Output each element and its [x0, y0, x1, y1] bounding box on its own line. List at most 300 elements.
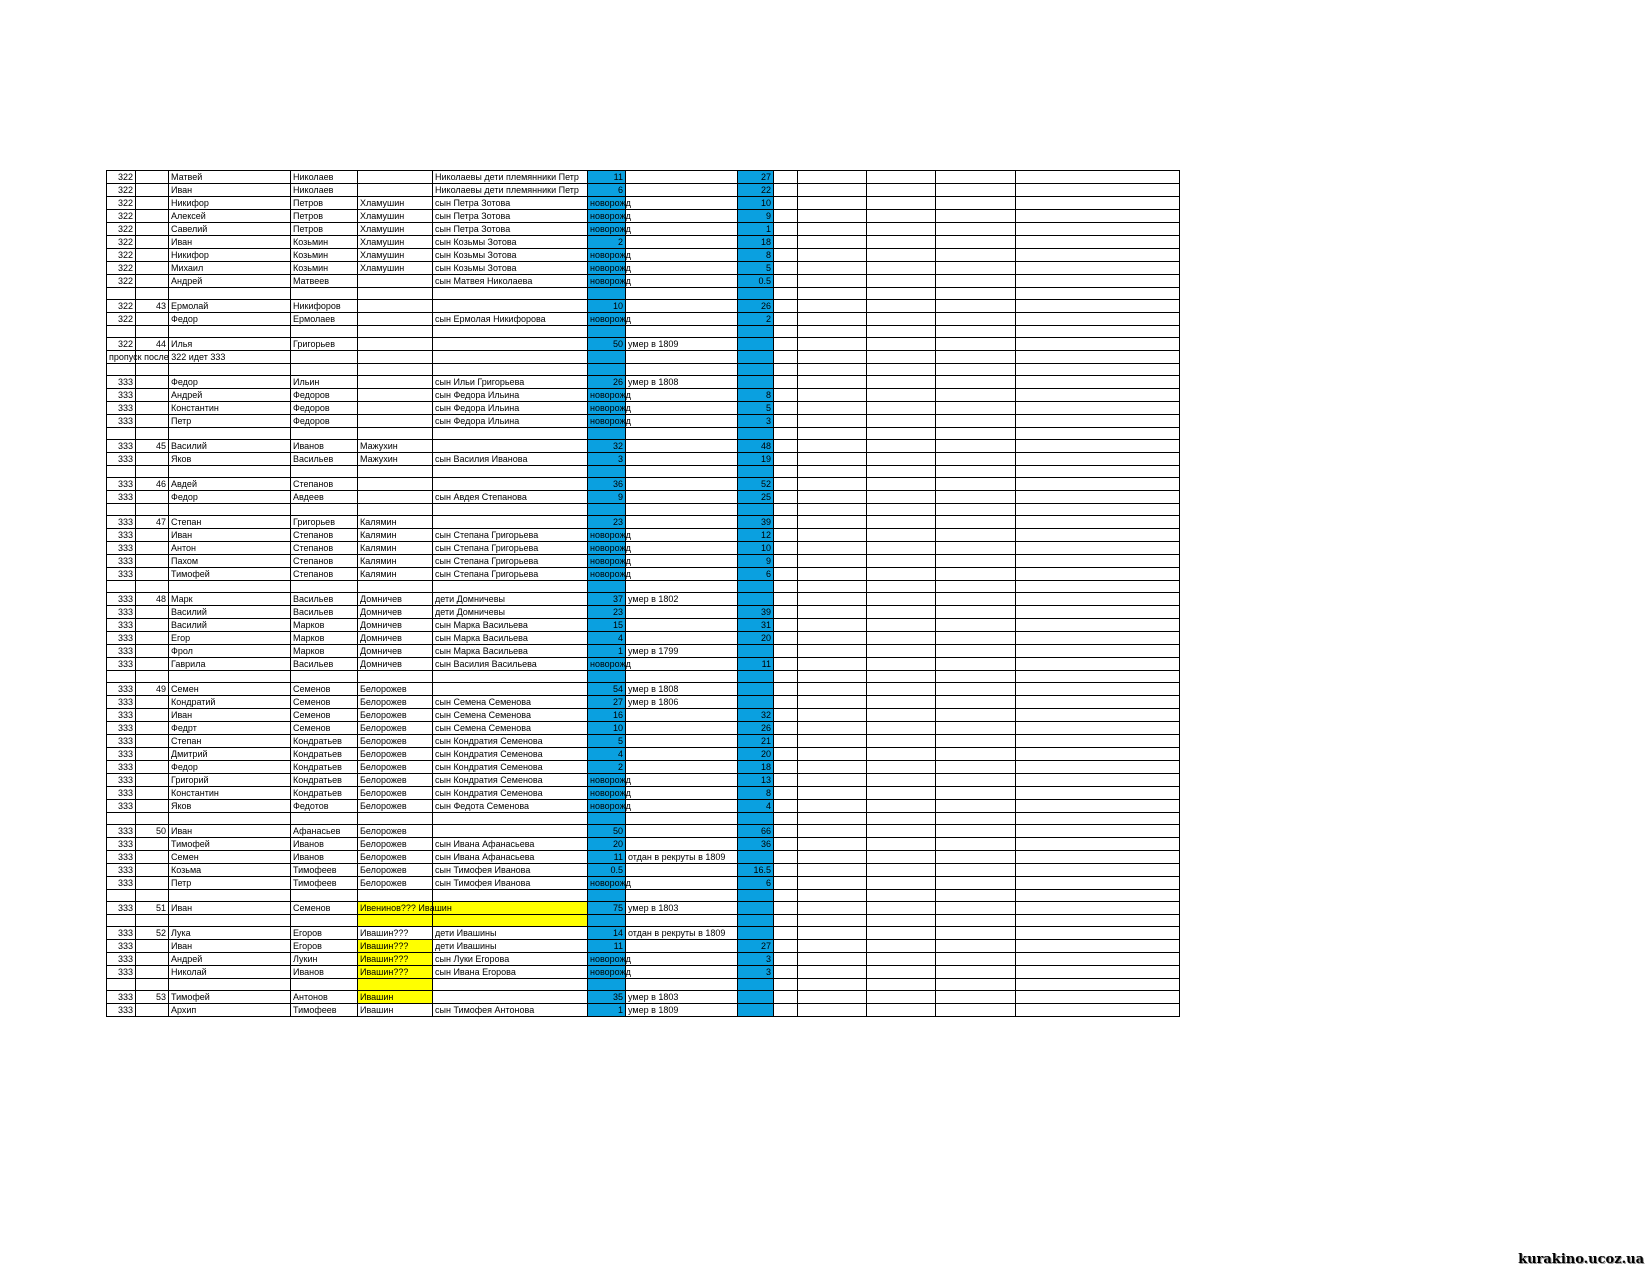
- cell-household-number: [136, 516, 169, 529]
- cell-age-1811: [738, 927, 774, 940]
- cell-text: Федоров: [293, 403, 330, 413]
- cell-patronymic: [291, 542, 358, 555]
- cell-age-1811: [738, 288, 774, 300]
- cell-relation: [433, 696, 588, 709]
- cell-text: Белорожев: [360, 684, 407, 694]
- cell-text: 5: [617, 736, 623, 746]
- cell-text: 47: [155, 517, 166, 527]
- cell-extra-d: [936, 940, 1016, 953]
- cell-text: 26: [760, 301, 771, 311]
- table-row: [107, 851, 1180, 864]
- cell-first-name: [169, 313, 291, 326]
- cell-extra-a: [774, 415, 798, 428]
- cell-note: [626, 236, 738, 249]
- cell-patronymic: [291, 171, 358, 184]
- cell-first-name: [169, 171, 291, 184]
- cell-extra-b: [798, 491, 867, 504]
- table-row: [107, 606, 1180, 619]
- cell-extra-e: [1016, 991, 1180, 1004]
- cell-first-name: [169, 619, 291, 632]
- cell-text: Егоров: [293, 928, 322, 938]
- cell-age-1795: [588, 529, 631, 542]
- cell-text: новорожд: [590, 543, 631, 553]
- cell-text: новорожд: [590, 224, 631, 234]
- cell-relation: [433, 249, 588, 262]
- cell-first-name: [169, 555, 291, 568]
- cell-extra-e: [1016, 774, 1180, 787]
- cell-extra-e: [1016, 606, 1180, 619]
- cell-patronymic: [291, 902, 358, 915]
- cell-extra-d: [936, 568, 1016, 581]
- cell-first-name: [169, 632, 291, 645]
- cell-text: 333: [117, 620, 133, 630]
- cell-text: Петров: [293, 224, 324, 234]
- cell-text: новорожд: [590, 263, 631, 273]
- cell-age-1811: [738, 236, 774, 249]
- cell-patronymic: [291, 671, 358, 683]
- cell-text: 4: [617, 633, 623, 643]
- cell-text: Иванов: [293, 967, 324, 977]
- cell-page-number: [107, 877, 136, 890]
- cell-extra-a: [774, 915, 798, 927]
- cell-page-number: [107, 415, 136, 428]
- cell-text: Василий: [171, 441, 207, 451]
- cell-text: 46: [155, 479, 166, 489]
- cell-household-number: [136, 376, 169, 389]
- cell-relation: [433, 351, 588, 364]
- table-row: [107, 593, 1180, 606]
- cell-extra-c: [867, 991, 936, 1004]
- cell-extra-e: [1016, 529, 1180, 542]
- cell-note: [626, 825, 738, 838]
- table-row: [107, 927, 1180, 940]
- cell-text: 333: [117, 788, 133, 798]
- cell-surname: [358, 902, 452, 915]
- cell-extra-d: [936, 351, 1016, 364]
- cell-extra-b: [798, 800, 867, 813]
- table-row: [107, 864, 1180, 877]
- cell-extra-b: [798, 709, 867, 722]
- cell-note: [626, 529, 738, 542]
- cell-extra-b: [798, 902, 867, 915]
- cell-text: 333: [117, 697, 133, 707]
- cell-patronymic: [291, 262, 358, 275]
- table-row: [107, 326, 1180, 338]
- cell-note: [626, 813, 738, 825]
- cell-patronymic: [291, 696, 358, 709]
- cell-text: новорожд: [590, 416, 631, 426]
- cell-first-name: [169, 825, 291, 838]
- cell-text: Григорьев: [293, 339, 335, 349]
- cell-extra-d: [936, 338, 1016, 351]
- cell-extra-c: [867, 288, 936, 300]
- cell-extra-b: [798, 940, 867, 953]
- cell-patronymic: [291, 722, 358, 735]
- cell-extra-d: [936, 864, 1016, 877]
- cell-first-name: [169, 722, 291, 735]
- cell-text: 27: [760, 941, 771, 951]
- cell-text: 19: [760, 454, 771, 464]
- cell-text: 18: [760, 237, 771, 247]
- cell-first-name: [169, 275, 291, 288]
- cell-text: Ермолай: [171, 301, 209, 311]
- cell-extra-e: [1016, 581, 1180, 593]
- cell-text: Иванов: [293, 441, 324, 451]
- cell-age-1811: [738, 851, 774, 864]
- cell-age-1795: [588, 223, 631, 236]
- cell-page-number: [107, 210, 136, 223]
- cell-age-1811: [738, 364, 774, 376]
- cell-text: сын Федора Ильина: [435, 403, 520, 413]
- table-row: [107, 902, 1180, 915]
- cell-extra-b: [798, 478, 867, 491]
- cell-surname: [358, 735, 433, 748]
- table-row: [107, 761, 1180, 774]
- cell-extra-c: [867, 953, 936, 966]
- cell-age-1811: [738, 748, 774, 761]
- cell-age-1811: [738, 491, 774, 504]
- cell-relation: [433, 428, 588, 440]
- cell-text: Алексей: [171, 211, 206, 221]
- cell-age-1795: [588, 619, 626, 632]
- cell-extra-a: [774, 223, 798, 236]
- cell-surname: [358, 376, 433, 389]
- cell-text: сын Кондратия Семенова: [435, 736, 543, 746]
- cell-text: 16: [612, 710, 623, 720]
- cell-extra-a: [774, 262, 798, 275]
- cell-extra-a: [774, 326, 798, 338]
- cell-age-1795: [588, 236, 626, 249]
- cell-household-number: [136, 991, 169, 1004]
- cell-extra-a: [774, 838, 798, 851]
- cell-text: Козьмин: [293, 237, 329, 247]
- cell-text: 26: [760, 723, 771, 733]
- cell-age-1795: [588, 184, 626, 197]
- cell-text: Иван: [171, 826, 193, 836]
- cell-household-number: [136, 683, 169, 696]
- cell-extra-d: [936, 927, 1016, 940]
- cell-first-name: [169, 364, 291, 376]
- cell-extra-c: [867, 787, 936, 800]
- cell-relation: [433, 748, 588, 761]
- cell-page-number: [107, 991, 136, 1004]
- cell-page-number: [107, 915, 136, 927]
- cell-text: 48: [155, 594, 166, 604]
- cell-text: 3: [765, 416, 771, 426]
- cell-text: Хламушин: [360, 211, 405, 221]
- cell-text: 333: [117, 826, 133, 836]
- cell-extra-d: [936, 902, 1016, 915]
- cell-text: 22: [760, 185, 771, 195]
- cell-household-number: [136, 696, 169, 709]
- cell-extra-e: [1016, 184, 1180, 197]
- cell-text: 3: [765, 967, 771, 977]
- table-row: [107, 453, 1180, 466]
- cell-note: [626, 787, 738, 800]
- cell-text: Иван: [171, 710, 193, 720]
- cell-extra-e: [1016, 800, 1180, 813]
- cell-text: 322: [117, 314, 133, 324]
- cell-text: 333: [117, 403, 133, 413]
- cell-surname: [358, 1004, 433, 1017]
- cell-household-number: [136, 671, 169, 683]
- cell-text: 333: [117, 1005, 133, 1015]
- cell-extra-b: [798, 671, 867, 683]
- cell-patronymic: [291, 529, 358, 542]
- cell-extra-a: [774, 364, 798, 376]
- cell-age-1795: [588, 696, 626, 709]
- cell-patronymic: [291, 275, 358, 288]
- cell-text: 333: [117, 594, 133, 604]
- cell-extra-d: [936, 761, 1016, 774]
- cell-note: [626, 632, 738, 645]
- cell-text: Дмитрий: [171, 749, 208, 759]
- cell-first-name: [169, 236, 291, 249]
- cell-surname: [358, 415, 433, 428]
- cell-age-1795: [588, 877, 631, 890]
- cell-relation: [433, 774, 588, 787]
- cell-text: Архип: [171, 1005, 197, 1015]
- cell-household-number: [136, 864, 169, 877]
- cell-patronymic: [291, 915, 358, 927]
- cell-text: 20: [760, 633, 771, 643]
- cell-text: 12: [760, 530, 771, 540]
- table-row: [107, 275, 1180, 288]
- cell-age-1795: [588, 953, 631, 966]
- cell-first-name: [169, 197, 291, 210]
- cell-text: Тимофей: [171, 839, 210, 849]
- cell-age-1811: [738, 838, 774, 851]
- cell-text: Домничев: [360, 594, 402, 604]
- cell-extra-d: [936, 440, 1016, 453]
- cell-age-1795: [588, 658, 631, 671]
- cell-extra-b: [798, 606, 867, 619]
- cell-text: Калямин: [360, 530, 397, 540]
- cell-extra-a: [774, 787, 798, 800]
- cell-extra-b: [798, 593, 867, 606]
- cell-extra-e: [1016, 262, 1180, 275]
- cell-extra-b: [798, 813, 867, 825]
- cell-note: [626, 683, 738, 696]
- cell-extra-d: [936, 645, 1016, 658]
- cell-page-number: [107, 491, 136, 504]
- cell-extra-a: [774, 966, 798, 979]
- cell-age-1795: [588, 735, 626, 748]
- cell-extra-c: [867, 351, 936, 364]
- cell-age-1811: [738, 326, 774, 338]
- cell-text: Белорожев: [360, 736, 407, 746]
- cell-extra-d: [936, 555, 1016, 568]
- cell-page-number: [107, 606, 136, 619]
- cell-age-1795: [588, 709, 626, 722]
- cell-relation: [433, 338, 588, 351]
- cell-extra-e: [1016, 376, 1180, 389]
- cell-text: Хламушин: [360, 224, 405, 234]
- cell-extra-d: [936, 800, 1016, 813]
- cell-extra-b: [798, 953, 867, 966]
- cell-extra-a: [774, 800, 798, 813]
- cell-extra-a: [774, 351, 798, 364]
- cell-extra-d: [936, 402, 1016, 415]
- cell-patronymic: [291, 351, 358, 364]
- cell-text: Ивашин???: [360, 967, 409, 977]
- cell-page-number: [107, 223, 136, 236]
- cell-text: сын Петра Зотова: [435, 211, 511, 221]
- cell-text: Иванов: [293, 839, 324, 849]
- cell-text: 32: [612, 441, 623, 451]
- cell-household-number: [136, 171, 169, 184]
- cell-first-name: [169, 877, 291, 890]
- cell-text: Семенов: [293, 903, 331, 913]
- cell-text: 322: [117, 339, 133, 349]
- cell-text: Николаевы дети племянники Петр: [435, 185, 579, 195]
- cell-extra-c: [867, 632, 936, 645]
- cell-first-name: [169, 645, 291, 658]
- cell-extra-e: [1016, 940, 1180, 953]
- cell-text: 43: [155, 301, 166, 311]
- cell-household-number: [136, 953, 169, 966]
- cell-surname: [358, 529, 433, 542]
- cell-household-number: [136, 300, 169, 313]
- cell-extra-c: [867, 915, 936, 927]
- cell-text: сын Степана Григорьева: [435, 543, 539, 553]
- cell-surname: [358, 851, 433, 864]
- cell-extra-e: [1016, 288, 1180, 300]
- cell-text: Марков: [293, 633, 325, 643]
- cell-extra-e: [1016, 890, 1180, 902]
- cell-extra-e: [1016, 313, 1180, 326]
- cell-extra-c: [867, 902, 936, 915]
- cell-age-1795: [588, 466, 626, 478]
- cell-extra-e: [1016, 979, 1180, 991]
- cell-text: сын Матвея Николаева: [435, 276, 533, 286]
- cell-page-number: [107, 453, 136, 466]
- cell-extra-c: [867, 864, 936, 877]
- cell-text: 333: [117, 659, 133, 669]
- cell-extra-b: [798, 428, 867, 440]
- cell-text: 8: [765, 390, 771, 400]
- cell-household-number: [136, 645, 169, 658]
- cell-text: 36: [612, 479, 623, 489]
- cell-text: Калямин: [360, 543, 397, 553]
- cell-age-1795: [588, 516, 626, 529]
- cell-patronymic: [291, 800, 358, 813]
- cell-extra-b: [798, 197, 867, 210]
- cell-text: 50: [155, 826, 166, 836]
- cell-patronymic: [291, 184, 358, 197]
- cell-text: 333: [117, 865, 133, 875]
- cell-extra-c: [867, 683, 936, 696]
- cell-text: сын Козьмы Зотова: [435, 237, 517, 247]
- cell-age-1795: [588, 838, 626, 851]
- cell-text: новорожд: [590, 788, 631, 798]
- cell-text: Петров: [293, 211, 324, 221]
- cell-text: Федор: [171, 314, 198, 324]
- cell-relation: [433, 966, 588, 979]
- cell-extra-c: [867, 851, 936, 864]
- cell-text: 8: [765, 788, 771, 798]
- cell-first-name: [169, 402, 291, 415]
- table-row: [107, 389, 1180, 402]
- cell-first-name: [169, 529, 291, 542]
- cell-text: 11: [761, 659, 771, 669]
- cell-surname: [358, 877, 433, 890]
- cell-relation: [433, 491, 588, 504]
- cell-surname: [358, 953, 433, 966]
- cell-text: 23: [612, 607, 623, 617]
- cell-extra-b: [798, 453, 867, 466]
- cell-first-name: [169, 288, 291, 300]
- cell-extra-a: [774, 466, 798, 478]
- cell-first-name: [169, 300, 291, 313]
- cell-note: [626, 915, 738, 927]
- cell-text: Белорожев: [360, 878, 407, 888]
- cell-extra-c: [867, 555, 936, 568]
- table-row: [107, 838, 1180, 851]
- cell-note: [626, 389, 738, 402]
- cell-first-name: [169, 696, 291, 709]
- cell-extra-c: [867, 838, 936, 851]
- cell-extra-a: [774, 709, 798, 722]
- cell-age-1811: [738, 902, 774, 915]
- cell-note: [626, 568, 738, 581]
- cell-first-name: [169, 940, 291, 953]
- cell-surname: [358, 313, 433, 326]
- cell-relation: [433, 262, 588, 275]
- cell-extra-c: [867, 735, 936, 748]
- cell-note: [626, 184, 738, 197]
- cell-text: новорожд: [590, 211, 631, 221]
- cell-text: Хламушин: [360, 263, 405, 273]
- table-row: [107, 313, 1180, 326]
- cell-age-1795: [588, 581, 626, 593]
- cell-note: [626, 940, 738, 953]
- cell-patronymic: [291, 953, 358, 966]
- cell-age-1795: [588, 453, 626, 466]
- table-row: [107, 351, 1180, 364]
- cell-first-name: [169, 813, 291, 825]
- cell-extra-e: [1016, 415, 1180, 428]
- cell-extra-a: [774, 197, 798, 210]
- cell-page-number: [107, 953, 136, 966]
- cell-age-1795: [588, 1004, 626, 1017]
- cell-extra-a: [774, 774, 798, 787]
- cell-relation: [433, 979, 588, 991]
- cell-text: Белорожев: [360, 762, 407, 772]
- cell-page-number: [107, 851, 136, 864]
- cell-household-number: [136, 389, 169, 402]
- cell-patronymic: [291, 683, 358, 696]
- cell-extra-c: [867, 890, 936, 902]
- cell-extra-c: [867, 275, 936, 288]
- cell-page-number: [107, 428, 136, 440]
- cell-extra-c: [867, 478, 936, 491]
- table-row: [107, 210, 1180, 223]
- cell-text: умер в 1802: [628, 594, 679, 604]
- cell-extra-b: [798, 288, 867, 300]
- cell-first-name: [169, 709, 291, 722]
- cell-text: 54: [612, 684, 623, 694]
- cell-extra-b: [798, 722, 867, 735]
- cell-text: 75: [612, 903, 623, 913]
- cell-text: сын Ильи Григорьева: [435, 377, 525, 387]
- cell-page-number: [107, 966, 136, 979]
- cell-patronymic: [291, 619, 358, 632]
- cell-first-name: [169, 838, 291, 851]
- cell-extra-b: [798, 262, 867, 275]
- cell-patronymic: [291, 813, 358, 825]
- table-row: [107, 877, 1180, 890]
